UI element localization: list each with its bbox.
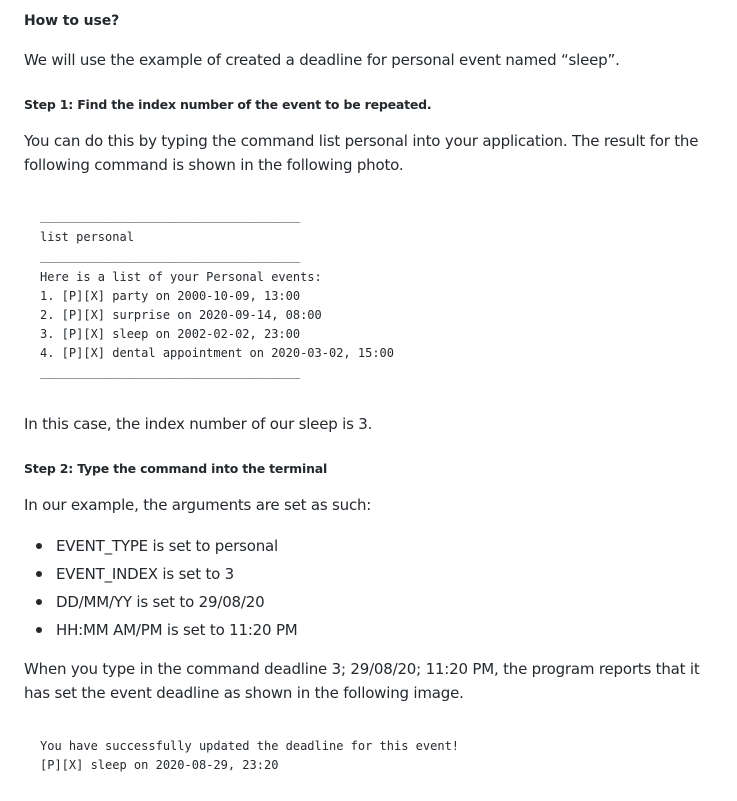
list-item: [24, 588, 704, 616]
terminal-separator: ____________________________________: [40, 249, 301, 263]
list-item: [24, 616, 704, 644]
list-item: [24, 532, 704, 560]
terminal-list-line: 3. [P][X] sleep on 2002-02-02, 23:00: [40, 327, 301, 341]
terminal-output-1: [40, 207, 394, 382]
bullet-icon: [36, 627, 42, 633]
page-title: How to use?: [24, 13, 120, 29]
result-paragraph: When you type in the command deadline 3; 29/08/20; 11:20 PM, the program reports that it has set the event deadline as shown in the following image.: [24, 660, 700, 702]
list-item: [24, 560, 704, 588]
list-item-text: EVENT_TYPE is set to personal: [56, 537, 278, 555]
list-item-text: HH:MM AM/PM is set to 11:20 PM: [56, 621, 298, 639]
terminal-list-header: Here is a list of your Personal events:: [40, 270, 322, 284]
terminal-list-line: 1. [P][X] party on 2000-10-09, 13:00: [40, 289, 301, 303]
step2-title: Step 2: Type the command into the terminal: [24, 461, 328, 476]
bullet-icon: [36, 543, 42, 549]
list-item-text: DD/MM/YY is set to 29/08/20: [56, 593, 265, 611]
terminal-line: [P][X] sleep on 2020-08-29, 23:20: [40, 758, 279, 772]
terminal-list-line: 2. [P][X] surprise on 2020-09-14, 08:00: [40, 308, 322, 322]
intro-paragraph: We will use the example of created a deadline for personal event named “sleep”.: [24, 51, 620, 69]
argument-list: [24, 532, 704, 644]
terminal-command: list personal: [40, 230, 134, 244]
step1-description: You can do this by typing the command list personal into your application. The result for the following command is shown in the following photo.: [24, 132, 699, 174]
bullet-icon: [36, 571, 42, 577]
terminal-line: You have successfully updated the deadline for this event!: [40, 739, 460, 753]
terminal-output-2: [40, 737, 459, 775]
terminal-separator: ____________________________________: [40, 209, 301, 223]
terminal-separator: ____________________________________: [40, 365, 301, 379]
step2-description: In our example, the arguments are set as such:: [24, 496, 372, 514]
bullet-icon: [36, 599, 42, 605]
list-item-text: EVENT_INDEX is set to 3: [56, 565, 235, 583]
terminal-list-line: 4. [P][X] dental appointment on 2020-03-02, 15:00: [40, 346, 395, 360]
step1-title: Step 1: Find the index number of the event to be repeated.: [24, 97, 432, 112]
index-note: In this case, the index number of our sleep is 3.: [24, 415, 373, 433]
